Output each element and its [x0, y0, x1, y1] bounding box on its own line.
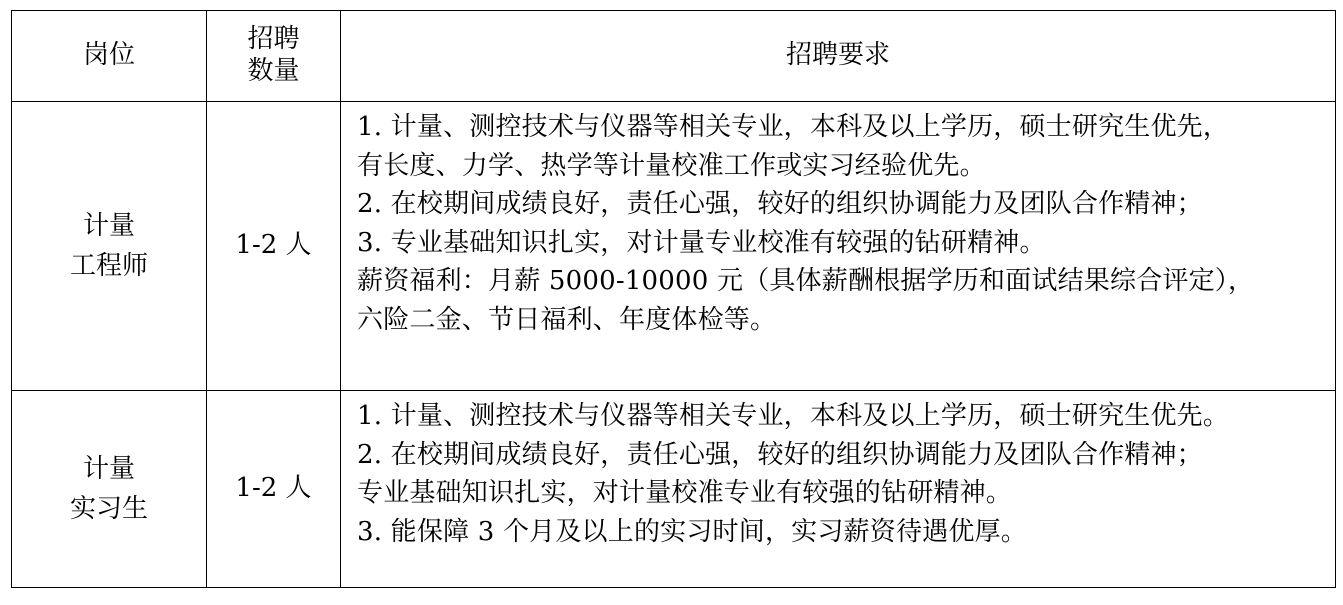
requirements-cell-engineer — [341, 102, 1336, 391]
requirement-line: 3. 专业基础知识扎实，对计量专业校准有较强的钻研精神。 — [357, 227, 1046, 258]
header-count — [207, 11, 341, 102]
post-cell-intern — [12, 391, 207, 588]
post-intern-line1: 计量 — [82, 453, 135, 484]
count-cell-intern — [207, 391, 341, 588]
header-count-line2: 数量 — [247, 56, 300, 86]
requirement-line: 2. 在校期间成绩良好，责任心强，较好的组织协调能力及团队合作精神； — [357, 439, 1203, 470]
requirement-line: 专业基础知识扎实，对计量校准专业有较强的钻研精神。 — [357, 478, 1013, 508]
requirement-line: 有长度、力学、热学等计量校准工作或实习经验优先。 — [357, 150, 986, 181]
requirement-line: 1. 计量、测控技术与仪器等相关专业，本科及以上学历，硕士研究生优先， — [357, 112, 1230, 142]
header-position — [12, 11, 207, 102]
header-requirements — [341, 11, 1336, 102]
requirement-line: 3. 能保障 3 个月及以上的实习时间，实习薪资待遇优厚。 — [357, 516, 1027, 547]
post-engineer-line2: 工程师 — [69, 251, 148, 281]
post-engineer-line1: 计量 — [82, 210, 135, 241]
table-row-engineer — [12, 102, 1336, 391]
requirement-line: 2. 在校期间成绩良好，责任心强，较好的组织协调能力及团队合作精神； — [357, 189, 1203, 219]
recruitment-table — [11, 10, 1336, 588]
benefits-line: 六险二金、节日福利、年度体检等。 — [357, 304, 777, 335]
requirement-line: 1. 计量、测控技术与仪器等相关专业，本科及以上学历，硕士研究生优先。 — [357, 401, 1230, 431]
post-cell-engineer — [12, 102, 207, 391]
count-intern: 1-2 人 — [235, 473, 312, 504]
header-count-line1: 招聘 — [247, 24, 300, 55]
count-engineer: 1-2 人 — [235, 230, 312, 261]
header-requirements-label: 招聘要求 — [785, 40, 890, 71]
count-cell-engineer — [207, 102, 341, 391]
requirements-cell-intern — [341, 391, 1336, 588]
post-intern-line2: 实习生 — [69, 494, 148, 524]
salary-line: 薪资福利：月薪 5000-10000 元（具体薪酬根据学历和面试结果综合评定）， — [357, 266, 1255, 296]
table-row-intern — [12, 391, 1336, 588]
table-header-row — [12, 11, 1336, 102]
header-position-label: 岗位 — [82, 40, 135, 71]
